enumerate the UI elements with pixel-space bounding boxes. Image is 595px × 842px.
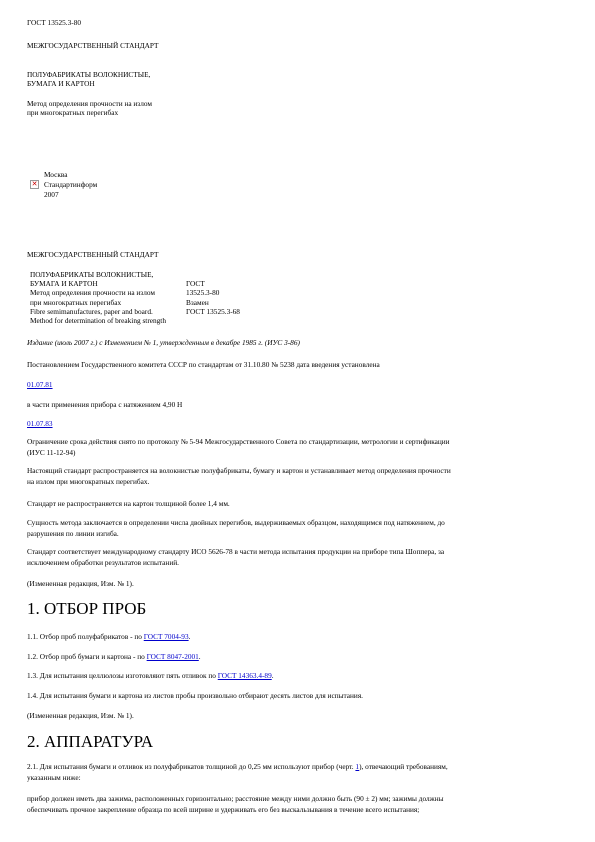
scope-line: Настоящий стандарт распространяется на волокнистые полуфабрикаты, бумагу и картон и устанавливает метод определения прочности bbox=[27, 466, 451, 475]
clamp-line: обеспечивать прочное закрепление образца по всей ширине и удерживать его без выскальзывания в течение всего испытания; bbox=[27, 804, 420, 814]
title-block-row bbox=[30, 307, 240, 316]
title-block-left-cell: Fibre semimanufactures, paper and board. bbox=[30, 306, 153, 316]
clause-period: . bbox=[198, 652, 201, 661]
title-block-left-cell: БУМАГА И КАРТОН bbox=[30, 279, 98, 289]
publisher-year: 2007 bbox=[44, 190, 59, 199]
limitation-line: (ИУС 11-12-94) bbox=[27, 447, 76, 457]
scope-line: на излом при многократных перегибах. bbox=[27, 476, 150, 486]
title-block-row bbox=[30, 316, 240, 325]
section-heading: 1. ОТБОР ПРОБ bbox=[27, 599, 147, 618]
clause-1-1 bbox=[27, 632, 190, 642]
doc-subtitle-line2: при многократных перегибах bbox=[27, 108, 119, 117]
iso-paragraph bbox=[27, 547, 562, 568]
clause-text: 1.2. Отбор проб бумаги и картона - по bbox=[27, 652, 147, 661]
clause-1-3 bbox=[27, 671, 274, 681]
title-block-right-cell bbox=[166, 270, 240, 279]
thickness-note: Стандарт не распространяется на картон толщиной более 1,4 мм. bbox=[27, 499, 230, 508]
title-block-table bbox=[30, 270, 240, 325]
doc-title-line1: ПОЛУФАБРИКАТЫ ВОЛОКНИСТЫЕ, bbox=[27, 70, 151, 79]
clause-text: 1.3. Для испытания целлюлозы изготовляют пять отливок по bbox=[27, 671, 218, 680]
standard-type: МЕЖГОСУДАРСТВЕННЫЙ СТАНДАРТ bbox=[27, 41, 159, 50]
clause-text: 1.1. Отбор проб полуфабрикатов - по bbox=[27, 632, 144, 641]
limitation-line: Ограничение срока действия снято по протоколу № 5-94 Межгосударственного Совета по стандартизации, метрологии и сертификации bbox=[27, 437, 450, 446]
effective-date-link-1[interactable]: 01.07.81 bbox=[27, 380, 53, 389]
gost-link[interactable]: ГОСТ 14363.4-89 bbox=[217, 671, 272, 680]
effective-date-link-2[interactable]: 01.07.83 bbox=[27, 419, 53, 428]
title-block-row bbox=[30, 288, 240, 297]
broken-image-icon: ✕ bbox=[31, 180, 38, 188]
title-block-standard-type: МЕЖГОСУДАРСТВЕННЫЙ СТАНДАРТ bbox=[27, 250, 159, 259]
clause-text: 2.1. Для испытания бумаги и отливок из полуфабрикатов толщиной до 0,25 мм используют прибор (черт. bbox=[27, 762, 356, 771]
limitation-paragraph bbox=[27, 437, 562, 458]
doc-title-line2: БУМАГА И КАРТОН bbox=[27, 79, 95, 88]
title-block-row bbox=[30, 298, 240, 307]
doc-code: ГОСТ 13525.3-80 bbox=[27, 18, 81, 27]
amendment-note: (Измененная редакция, Изм. № 1). bbox=[27, 711, 134, 720]
title-block-left-cell: Метод определения прочности на излом bbox=[30, 288, 155, 298]
clause-1-2 bbox=[27, 652, 201, 662]
clamp-paragraph bbox=[27, 794, 562, 815]
clamp-line: прибор должен иметь два зажима, расположенных горизонтально; расстояние между ними должно быть (90 ± 2) мм; зажимы должны bbox=[27, 794, 444, 803]
title-block-right-cell: 13525.3-80 bbox=[185, 288, 220, 298]
scope-paragraph bbox=[27, 466, 562, 487]
gost-link[interactable]: ГОСТ 8047-2001 bbox=[146, 652, 199, 661]
publisher-city: Москва bbox=[44, 170, 68, 179]
iso-line: Стандарт соответствует международному стандарту ИСО 5626-78 в части метода испытания продукции на приборе типа Шоппера, за bbox=[27, 547, 445, 556]
title-block-row bbox=[30, 279, 240, 288]
section-heading: 2. АППАРАТУРА bbox=[27, 732, 154, 751]
clause-1-4: 1.4. Для испытания бумаги и картона из листов пробы произвольно отбирают десять листов для испытания. bbox=[27, 691, 364, 700]
doc-subtitle-line1: Метод определения прочности на излом bbox=[27, 99, 152, 108]
drawing-link[interactable]: 1 bbox=[355, 762, 360, 771]
clause-line bbox=[27, 762, 562, 773]
title-block-left-cell: ПОЛУФАБРИКАТЫ ВОЛОКНИСТЫЕ, bbox=[30, 270, 154, 279]
edition-note: Издание (июль 2007 г.) с Изменением № 1, утвержденным в декабре 1985 г. (ИУС 3-86) bbox=[27, 338, 300, 347]
decree-text: Постановлением Государственного комитета СССР по стандартам от 31.10.80 № 5238 дата введения установлена bbox=[27, 360, 380, 369]
clause-text: ), отвечающий требованиям, bbox=[359, 762, 448, 771]
title-block-right-cell: ГОСТ 13525.3-68 bbox=[185, 306, 240, 316]
amendment-note: (Измененная редакция, Изм. № 1). bbox=[27, 579, 134, 588]
clause-line: указанным ниже: bbox=[27, 772, 81, 782]
title-block-right-cell bbox=[166, 316, 240, 325]
clause-2-1 bbox=[27, 762, 562, 783]
gost-link[interactable]: ГОСТ 7004-93 bbox=[143, 632, 189, 641]
clause-period: . bbox=[188, 632, 191, 641]
publisher-name: Стандартинформ bbox=[44, 180, 98, 189]
title-block-left-cell: при многократных перегибах bbox=[30, 297, 122, 307]
essence-line: Сущность метода заключается в определении числа двойных перегибов, выдерживаемых образцом, находящимся под натяжением, до bbox=[27, 518, 445, 527]
device-note: в части применения прибора с натяжением 4,90 Н bbox=[27, 400, 183, 409]
title-block-row bbox=[30, 270, 240, 279]
essence-paragraph bbox=[27, 518, 562, 539]
title-block-left-cell: Method for determination of breaking strength bbox=[30, 316, 166, 326]
iso-line: исключением обработки результатов испытаний. bbox=[27, 557, 179, 567]
title-block-right-cell: ГОСТ bbox=[185, 279, 205, 289]
essence-line: разрушения по линии изгиба. bbox=[27, 528, 119, 538]
clause-period: . bbox=[271, 671, 274, 680]
title-block-right-cell: Взамен bbox=[185, 297, 209, 307]
